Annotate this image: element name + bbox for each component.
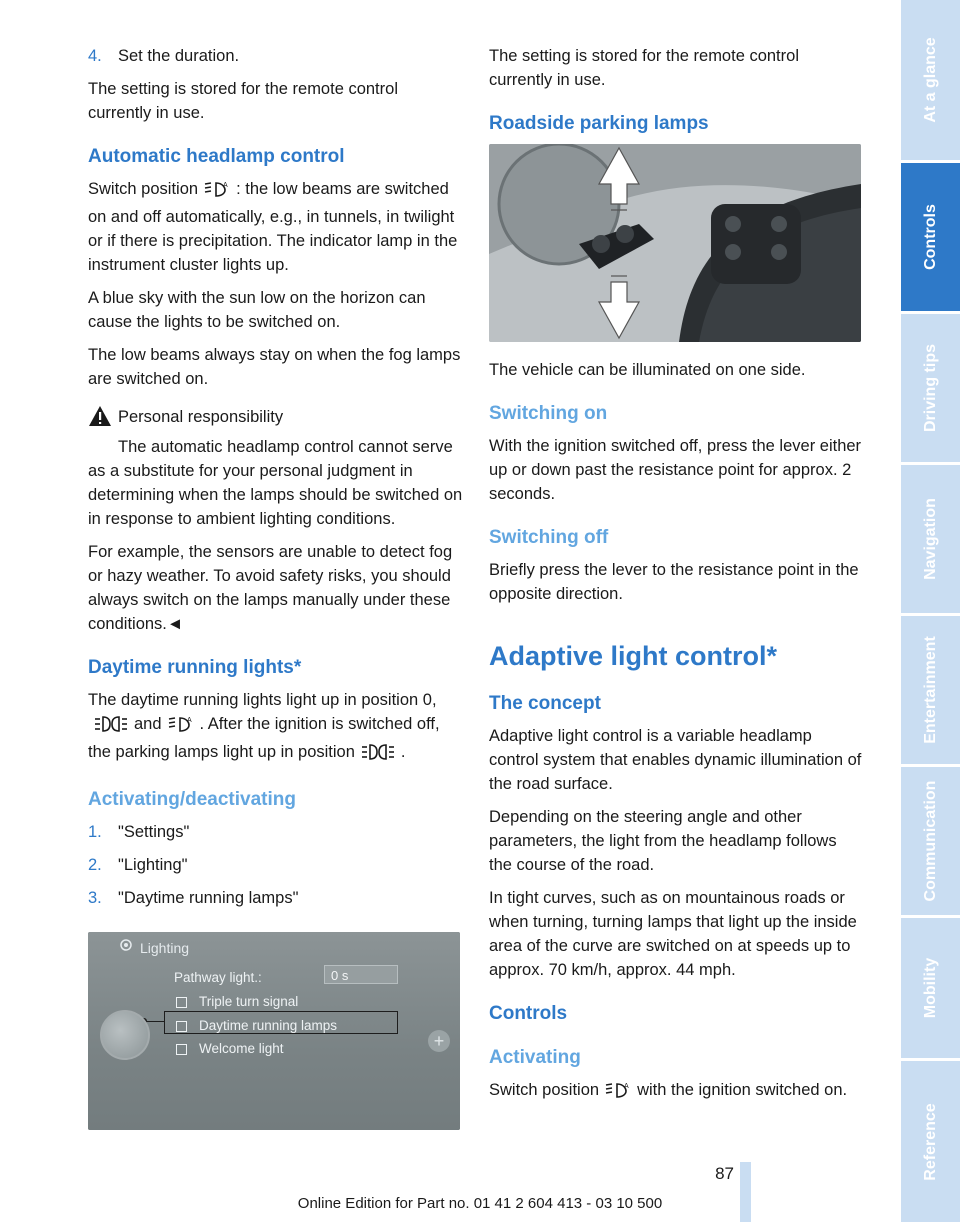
drl-and: and bbox=[134, 715, 162, 733]
drl-text-a: The daytime running lights light up in position 0, bbox=[88, 691, 437, 709]
parking-lamps-icon-2 bbox=[361, 743, 395, 768]
auto-text-b: : the low beams are switched on and off automatically, e.g., in tunnels, in twilight or if there is precipitation. The indicator lamp in the instrument cluster lights up. bbox=[88, 180, 458, 274]
screen-title: Lighting bbox=[140, 940, 190, 956]
step-4 bbox=[88, 44, 463, 68]
controls-heading: Controls bbox=[489, 1003, 568, 1024]
left-column bbox=[88, 44, 463, 1130]
stored-note-right: The setting is stored for the remote control currently in use. bbox=[489, 47, 799, 89]
activating-paragraph bbox=[489, 1078, 864, 1106]
svg-text:A: A bbox=[223, 182, 228, 189]
auto-headlamp-icon-3 bbox=[605, 1081, 631, 1106]
tab-entertainment[interactable]: Entertainment bbox=[901, 616, 960, 764]
concept-heading: The concept bbox=[489, 693, 601, 714]
concept-paragraph-1: Adaptive light control is a variable headlamp control system that enables dynamic illumination of the road surface. bbox=[489, 727, 862, 793]
steering-lever-photo bbox=[489, 144, 861, 342]
option-label: Welcome light bbox=[199, 1041, 284, 1056]
page-number-bar bbox=[740, 1162, 751, 1222]
option-daytime-running-lamps[interactable] bbox=[176, 1014, 337, 1038]
lighting-menu-screenshot bbox=[88, 932, 460, 1130]
warning-body: The automatic headlamp control cannot serve as a substitute for your personal judgment in determining when the lamps should be switched on in response to ambient lighting conditions. bbox=[88, 438, 463, 528]
warning-title: Personal responsibility bbox=[118, 408, 284, 426]
right-column bbox=[489, 44, 864, 1115]
activating-deactivating-heading: Activating/deactivating bbox=[88, 789, 296, 810]
tab-reference[interactable]: Reference bbox=[901, 1061, 960, 1222]
auto-paragraph-2: A blue sky with the sun low on the horizon can cause the lights to be switched on. bbox=[88, 289, 426, 331]
switching-off-text: Briefly press the lever to the resistance point in the opposite direction. bbox=[489, 561, 859, 603]
tab-navigation[interactable]: Navigation bbox=[901, 465, 960, 613]
step-text: "Daytime running lamps" bbox=[118, 889, 299, 907]
activating-text-a: Switch position bbox=[489, 1081, 600, 1099]
drl-end: . bbox=[400, 743, 406, 761]
stored-note: The setting is stored for the remote control currently in use. bbox=[88, 80, 398, 122]
step-number: 3. bbox=[88, 889, 102, 907]
edition-footer: Online Edition for Part no. 01 41 2 604 413 - 03 10 500 bbox=[297, 1195, 663, 1212]
option-label: Triple turn signal bbox=[199, 994, 299, 1009]
pointer-line bbox=[144, 1021, 164, 1022]
tab-at-a-glance[interactable]: At a glance bbox=[901, 0, 960, 160]
roadside-heading: Roadside parking lamps bbox=[489, 113, 709, 134]
steering-lever-illustration bbox=[489, 144, 861, 342]
activating-text-b: with the ignition switched on. bbox=[637, 1081, 848, 1099]
step-text: "Lighting" bbox=[118, 856, 188, 874]
pathway-light-field[interactable]: 0 s bbox=[324, 965, 398, 984]
auto-headlamp-icon-2 bbox=[168, 715, 194, 740]
concept-paragraph-3: In tight curves, such as on mountainous roads or when turning, turning lamps that light up the inside area of the curve are switched on at speeds up to approx. 70 km/h, approx. 44 mph. bbox=[489, 889, 857, 979]
step-number: 4. bbox=[88, 47, 102, 65]
tab-controls[interactable]: Controls bbox=[901, 163, 960, 311]
activating-heading: Activating bbox=[489, 1047, 581, 1068]
page-number: 87 bbox=[715, 1164, 734, 1183]
tab-mobility[interactable]: Mobility bbox=[901, 918, 960, 1058]
roadside-caption: The vehicle can be illuminated on one side. bbox=[489, 361, 806, 379]
checkbox-icon bbox=[176, 1044, 187, 1055]
step-number: 1. bbox=[88, 823, 102, 841]
drl-text-b: . After the ignition is switched off, the parking lamps light up in position bbox=[88, 715, 440, 761]
checkbox-icon bbox=[176, 1021, 187, 1032]
drl-paragraph bbox=[88, 688, 463, 768]
warning-triangle-icon bbox=[88, 405, 112, 434]
auto-headlamp-icon bbox=[204, 180, 230, 205]
auto-headlamp-paragraph bbox=[88, 177, 463, 277]
parking-lamps-icon bbox=[94, 715, 128, 740]
step-1 bbox=[88, 820, 463, 844]
switching-on-text: With the ignition switched off, press the lever either up or down past the resistance point for approx. 2 seconds. bbox=[489, 437, 862, 503]
adaptive-light-heading: Adaptive light control* bbox=[489, 641, 778, 671]
option-label: Daytime running lamps bbox=[199, 1018, 338, 1033]
gear-icon bbox=[118, 936, 134, 960]
controller-knob-icon bbox=[100, 1010, 150, 1060]
pathway-light-label: Pathway light.: bbox=[174, 970, 262, 985]
plus-icon: + bbox=[428, 1030, 450, 1052]
svg-text:A: A bbox=[624, 1083, 629, 1090]
concept-paragraph-2: Depending on the steering angle and other parameters, the light from the headlamp follows the course of the road. bbox=[489, 808, 837, 874]
step-text: Set the duration. bbox=[118, 47, 240, 65]
auto-paragraph-3: The low beams always stay on when the fog lamps are switched on. bbox=[88, 346, 461, 388]
warning-paragraph-2: For example, the sensors are unable to detect fog or hazy weather. To avoid safety risks, you should always switch on the lamps manually under these conditions.◄ bbox=[88, 543, 453, 633]
tab-communication[interactable]: Communication bbox=[901, 767, 960, 915]
auto-headlamp-heading: Automatic headlamp control bbox=[88, 146, 345, 167]
warning-block bbox=[88, 405, 463, 531]
chapter-sidebar bbox=[901, 0, 960, 1222]
step-3 bbox=[88, 886, 463, 910]
checkbox-icon bbox=[176, 997, 187, 1008]
tab-driving-tips[interactable]: Driving tips bbox=[901, 314, 960, 462]
step-2 bbox=[88, 853, 463, 877]
option-welcome-light[interactable] bbox=[176, 1037, 284, 1061]
auto-text-a: Switch position bbox=[88, 180, 199, 198]
svg-text:A: A bbox=[186, 717, 192, 724]
step-number: 2. bbox=[88, 856, 102, 874]
switching-on-heading: Switching on bbox=[489, 403, 608, 424]
switching-off-heading: Switching off bbox=[489, 527, 609, 548]
step-text: "Settings" bbox=[118, 823, 190, 841]
drl-heading: Daytime running lights* bbox=[88, 657, 302, 678]
